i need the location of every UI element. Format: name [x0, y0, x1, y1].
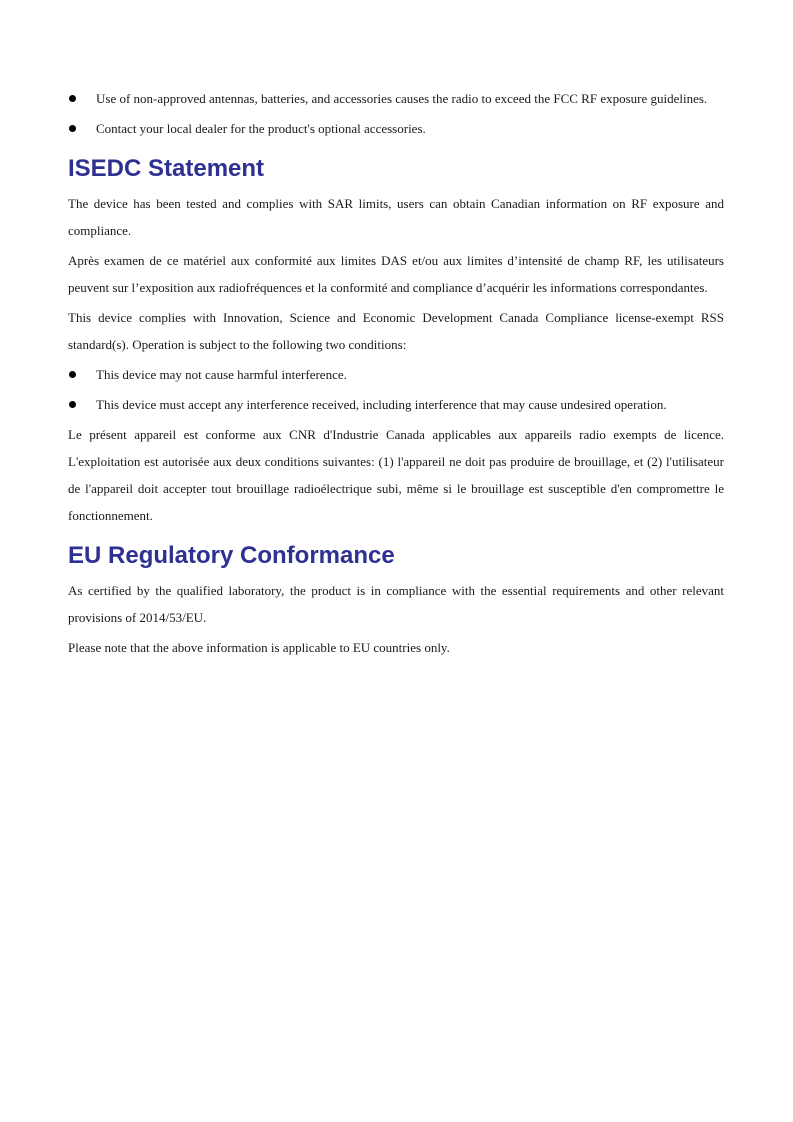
eu-paragraph-note: Please note that the above information is applicable to EU countries only.: [68, 640, 450, 655]
isedc-paragraph-french-cnr: Le présent appareil est conforme aux CNR d'Industrie Canada applicables aux appareils radio exempts de licence. L'exploitation est autorisée aux deux conditions suivantes: (1) l'appareil ne doit pas produire de brouillage, et (2) l'utilisateur de l'appareil doit accepter tout brouillage radioélectrique subi, même si le brouillage est susceptible d'en compromettre le fonctionnement.: [68, 427, 724, 523]
list-item: [68, 361, 724, 388]
intro-bullet-list: [68, 85, 724, 142]
isedc-paragraph-sar: The device has been tested and complies with SAR limits, users can obtain Canadian information on RF exposure and compliance.: [68, 196, 724, 238]
bullet-text: This device must accept any interference received, including interference that may cause undesired operation.: [96, 397, 667, 412]
isedc-conditions-list: [68, 361, 724, 418]
isedc-heading: ISEDC Statement: [68, 155, 265, 182]
eu-paragraph-certified: As certified by the qualified laboratory, the product is in compliance with the essential requirements and other relevant provisions of 2014/53/EU.: [68, 583, 724, 625]
bullet-text: Use of non-approved antennas, batteries, and accessories causes the radio to exceed the FCC RF exposure guidelines.: [96, 91, 708, 106]
list-item: [68, 391, 724, 418]
isedc-paragraph-french-sar: Après examen de ce matériel aux conformité aux limites DAS et/ou aux limites d’intensité de champ RF, les utilisateurs peuvent sur l’exposition aux radiofréquences et la conformité and compliance d’acquérir les informations correspondantes.: [68, 253, 724, 295]
isedc-paragraph-rss: This device complies with Innovation, Science and Economic Development Canada Compliance license-exempt RSS standard(s). Operation is subject to the following two conditions:: [68, 310, 724, 352]
list-item: [68, 85, 724, 112]
bullet-icon: [69, 371, 76, 378]
bullet-text: This device may not cause harmful interference.: [96, 367, 347, 382]
bullet-text: Contact your local dealer for the product's optional accessories.: [96, 121, 426, 136]
bullet-icon: [69, 95, 76, 102]
bullet-icon: [69, 401, 76, 408]
eu-heading: EU Regulatory Conformance: [68, 542, 395, 569]
list-item: [68, 115, 724, 142]
bullet-icon: [69, 125, 76, 132]
document-page: [68, 85, 724, 664]
